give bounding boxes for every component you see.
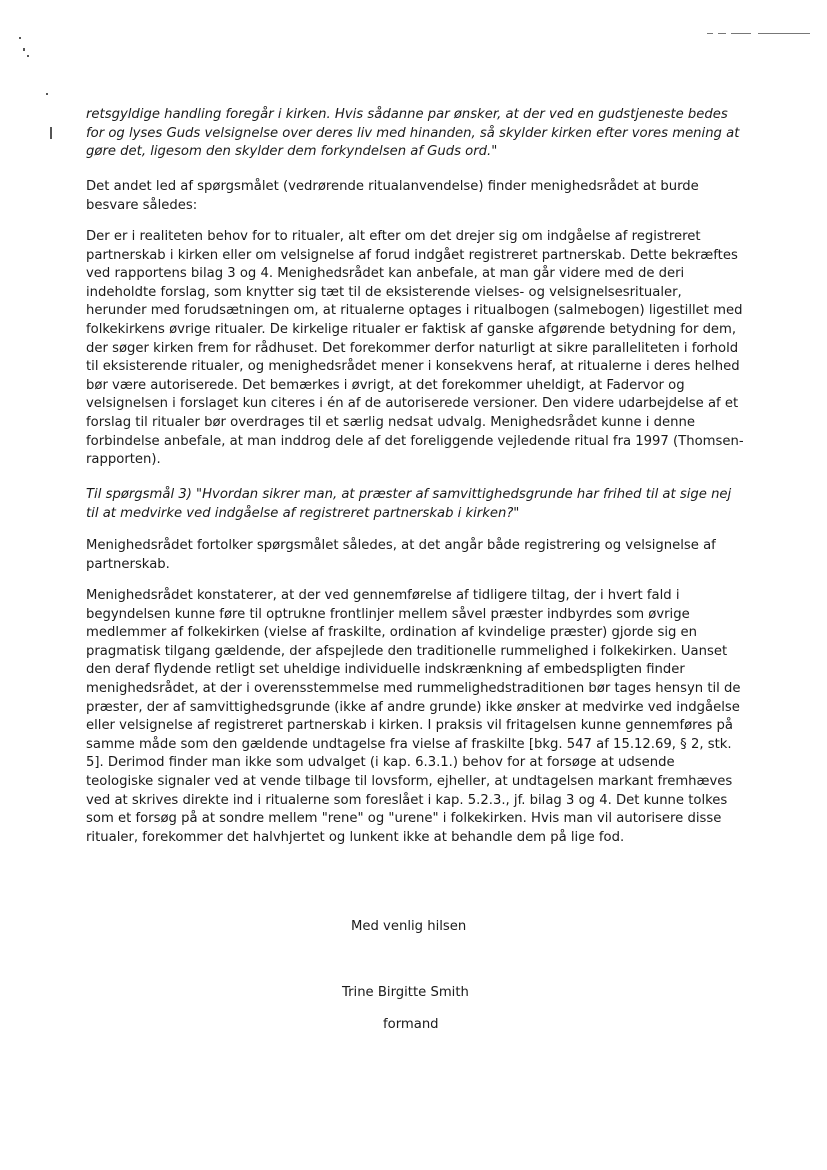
scan-artifact-left bbox=[46, 93, 48, 95]
scan-artifact-top bbox=[731, 33, 751, 34]
scan-artifact-top bbox=[718, 33, 726, 34]
paragraph bbox=[86, 106, 746, 162]
quoted-paragraph: retsgyldige handling foregår i kirken. Hvis sådanne par ønsker, at der ved en gudstjeneste bedes for og lyses Guds velsignelse over deres liv med hinanden, så skylder kirken efter vores mening at gøre det, ligesom den skylder dem forkyndelsen af Guds ord." bbox=[86, 107, 740, 160]
body-paragraph: Det andet led af spørgsmålet (vedrørende ritualanvendelse) finder menighedsrådet at burde besvare således: bbox=[86, 179, 699, 213]
paragraph bbox=[86, 178, 746, 215]
body-paragraph: Menighedsrådet konstaterer, at der ved gennemførelse af tidligere tiltag, der i hvert fald i begyndelsen kunne føre til optrukne frontlinjer mellem såvel præster indbyrdes som øvrige medlemmer af folkekirken (vielse af fraskilte, ordination af kvindelige præster) gjorde sig en pragmatisk tilgang gældende, der afspejlede den traditionelle rummelighed i folkekirken. Uanset den deraf flydende retligt set uheldige individuelle indskrænkning af embedspligten finder menighedsrådet, at der i overensstemmelse med rummelighedstraditionen bør tages hensyn til de præster, der af samvittighedsgrunde (ikke af andre grunde) ikke ønsker at medvirke ved indgåelse eller velsignelse af registreret partnerskab i kirken. I praksis vil fritagelsen kunne gennemføres på samme måde som den gældende undtagelse fra vielse af fraskilte [bkg. 547 af 15.12.69, § 2, stk. 5]. Derimod finder man ikke som udvalget (i kap. 6.3.1.) behov for at forsøge at udsende teologiske signaler ved at vende tilbage til lovsform, ejheller, at undtagelsen markant fremhæves ved at skrives direkte ind i ritualerne som foreslået i kap. 5.2.3., jf. bilag 3 og 4. Det kunne tolkes som et forsøg på at sondre mellem "rene" og "urene" i folkekirken. Hvis man vil autorisere disse ritualer, forekommer det halvhjertet og lunkent ikke at behandle dem på lige fod. bbox=[86, 588, 741, 845]
scan-artifact-left bbox=[27, 55, 29, 57]
paragraph bbox=[86, 537, 746, 574]
scan-artifact-left bbox=[23, 48, 25, 51]
question-paragraph: Til spørgsmål 3) "Hvordan sikrer man, at præster af samvittighedsgrunde har frihed til at sige nej til at medvirke ved indgåelse af registreret partnerskab i kirken?" bbox=[86, 487, 732, 521]
body-paragraph: Der er i realiteten behov for to ritualer, alt efter om det drejer sig om indgåelse af registreret partnerskab i kirken eller om velsignelse af forud indgået registreret partnerskab. Dette bekræftes ved rapportens bilag 3 og 4. Menighedsrådet kan anbefale, at man går videre med de deri indeholdte forslag, som knytter sig tæt til de eksisterende vielses- og velsignelsesritualer, herunder med forudsætningen om, at ritualerne optages i ritualbogen (salmebogen) ligestillet med folkekirkens øvrige ritualer. De kirkelige ritualer er faktisk af ganske afgørende betydning for dem, der søger kirken frem for rådhuset. Det forekommer derfor naturligt at sikre paralleliteten i forhold til eksisterende ritualer, og menighedsrådet mener i konsekvens heraf, at ritualerne i deres helhed bør være autoriserede. Det bemærkes i øvrigt, at det forekommer uheldigt, at Fadervor og velsignelsen i forslaget kun citeres i én af de autoriserede versioner. Den videre udarbejdelse af et forslag til ritualer bør overdrages til et særlig nedsat udvalg. Menighedsrådet kunne i denne forbindelse anbefale, at man inddrog dele af det foreliggende vejledende ritual fra 1997 (Thomsen-rapporten). bbox=[86, 229, 744, 468]
scan-artifact-left bbox=[50, 127, 52, 139]
scan-artifact-left bbox=[19, 37, 21, 39]
scan-artifact-top bbox=[758, 33, 810, 34]
signatory-title: formand bbox=[383, 1017, 439, 1032]
paragraph bbox=[86, 486, 746, 523]
signatory-name: Trine Birgitte Smith bbox=[342, 985, 469, 1000]
scan-artifact-top bbox=[707, 33, 713, 34]
paragraph bbox=[86, 587, 746, 847]
paragraph bbox=[86, 228, 746, 470]
closing-greeting: Med venlig hilsen bbox=[351, 919, 467, 934]
body-paragraph: Menighedsrådet fortolker spørgsmålet således, at det angår både registrering og velsignelse af partnerskab. bbox=[86, 538, 716, 572]
